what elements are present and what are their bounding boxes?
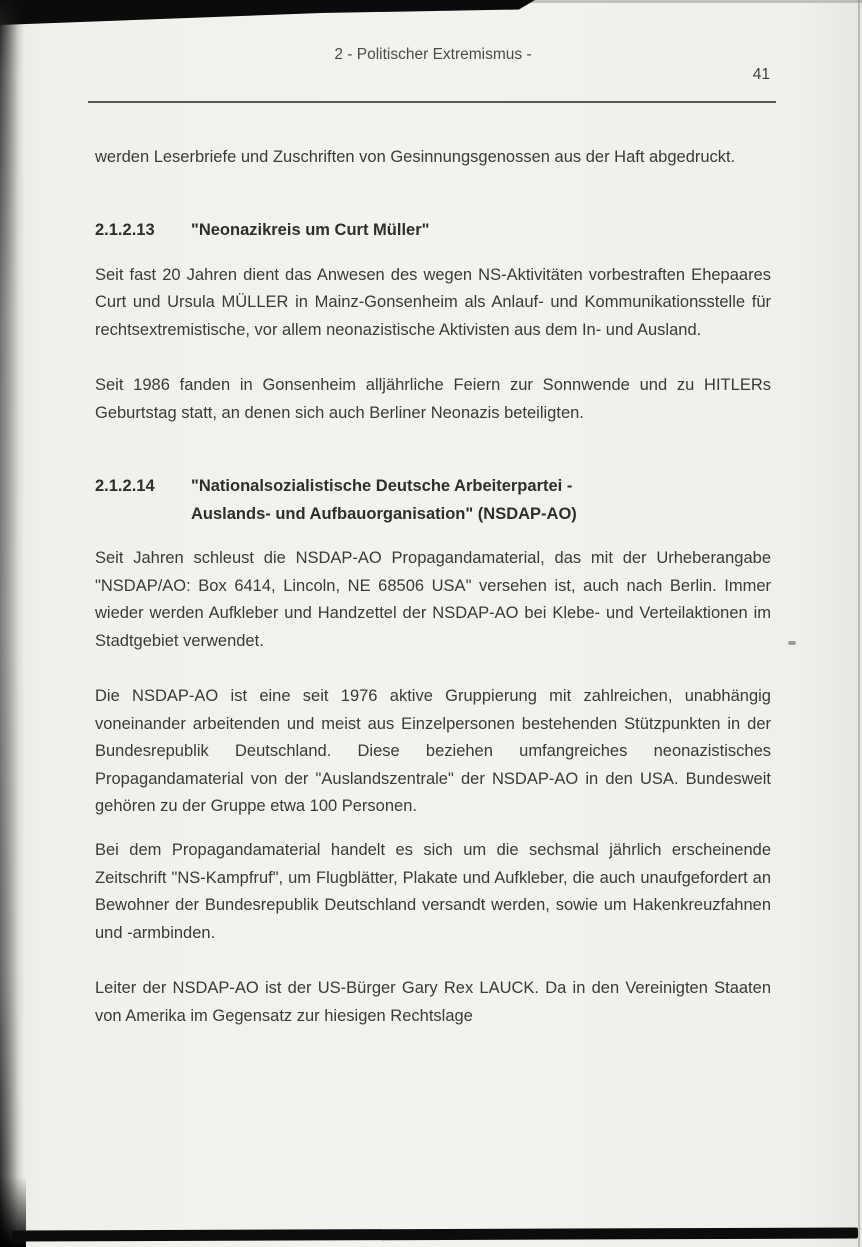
header-divider [88,101,776,103]
scan-artifact-binding-shadow [0,0,24,1247]
section2-paragraph-4: Leiter der NSDAP-AO ist der US-Bürger Gary Rex LAUCK. Da in den Vereinigten Staaten von Amerika im Gegensatz zur hiesigen Rechtslage [95,979,771,1025]
running-header: 2 - Politischer Extremismus - [334,46,532,63]
scan-artifact-top-bar [0,0,535,25]
section-title [191,473,771,528]
section2-paragraph-2: Die NSDAP-AO ist eine seit 1976 aktive Gruppierung mit zahlreichen, unabhängig voneinander arbeitenden und meist aus Einzelpersonen bestehenden Stützpunkten in der Bundesrepublik Deutschland. Diese beziehen umfangreiches neonazistisches Propagandamaterial von der "Auslandszentrale" der NSDAP-AO in den USA. Bundesweit gehören zu der Gruppe etwa 100 Personen. [95,687,771,815]
scan-artifact-bottom-bar [12,1228,858,1242]
section-title-line-2: Auslands- und Aufbauorganisation" (NSDAP-AO) [191,504,577,523]
scan-artifact-speck [788,641,796,645]
page-number: 41 [752,66,770,83]
section-title-line-1: "Nationalsozialistische Deutsche Arbeiterpartei - [191,477,573,495]
page-body [95,127,771,1047]
section1-paragraph-1: Seit fast 20 Jahren dient das Anwesen des wegen NS-Aktivitäten vorbestraften Ehepaares Curt und Ursula MÜLLER in Mainz-Gonsenheim als Anlauf- und Kommunikationsstelle für rechtsextremistische, vor allem neonazistische Aktivisten aus dem In- und Ausland. [95,265,771,339]
section2-paragraph-3: Bei dem Propagandamaterial handelt es sich um die sechsmal jährlich erscheinende Zeitschrift "NS-Kampfruf", um Flugblätter, Plakate und Aufkleber, die auch unaufgefordert an Bewohner der Bundesrepublik Deutschland versandt werden, sowie um Hakenkreuzfahnen und -armbinden. [95,841,771,942]
intro-paragraph: werden Leserbriefe und Zuschriften von Gesinnungsgenossen aus der Haft abgedruckt. [95,147,736,166]
section1-paragraph-2: Seit 1986 fanden in Gonsenheim alljährliche Feiern zur Sonnwende und zu HITLERs Geburtstag statt, an denen sich auch Berliner Neonazis beteiligten. [95,376,771,422]
section2-paragraph-1: Seit Jahren schleust die NSDAP-AO Propagandamaterial, das mit der Urheberangabe "NSDAP/AO: Box 6414, Lincoln, NE 68506 USA" versehen ist, auch nach Berlin. Immer wieder werden Aufkleber und Handzettel der NSDAP-AO bei Klebe- und Verteilaktionen im Stadtgebiet verwendet. [95,549,771,650]
scan-artifact-right-edge [858,0,860,1247]
section-heading-2-1-2-14 [95,473,771,528]
section-number: 2.1.2.13 [95,221,155,239]
section-title: "Neonazikreis um Curt Müller" [191,221,430,239]
section-heading-2-1-2-13 [95,217,771,245]
section-number: 2.1.2.14 [95,477,155,495]
